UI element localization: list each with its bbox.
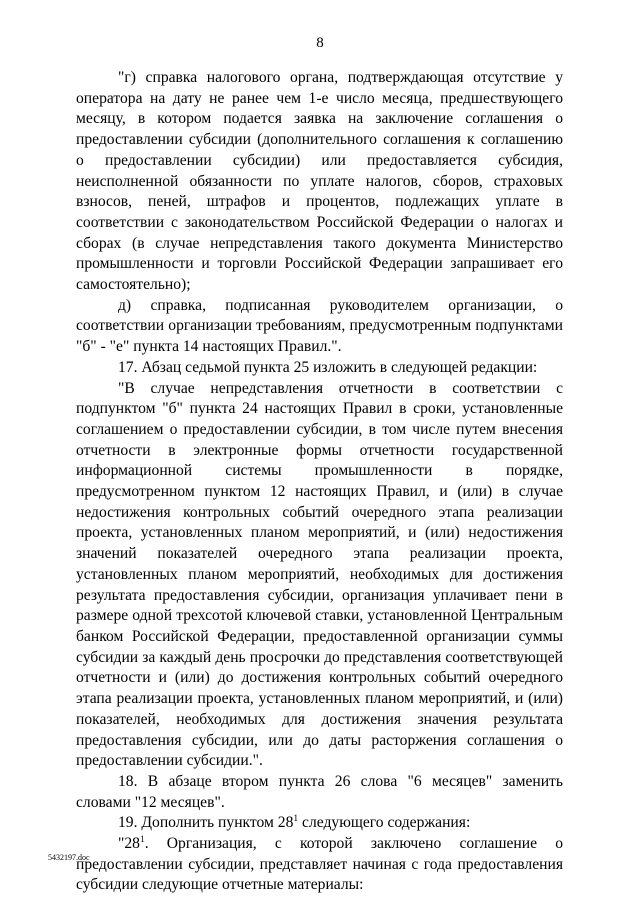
paragraph-certificate-tax-authority: "г) справка налогового органа, подтверждающая отсутствие у оператора на дату не ранее чем 1-е число месяца, предшествующего месяцу, в котором подается заявка на заключение соглашения о предоставлении субсидии (дополнительного соглашения к соглашению о предоставлении субсидии) или предоставляется субсидия, неисполненной обязанности по уплате налогов, сборов, страховых взносов, пеней, штрафов и процентов, подлежащих уплате в соответствии с законодательством Российской Федерации о налогах и сборах (в случае непредставления такого документа Министерство промышленности и торговли Российской Федерации запрашивает его самостоятельно); <box>76 69 563 294</box>
paragraph-certificate-compliance: д) справка, подписанная руководителем организации, о соответствии организации требованиям, предусмотренным подпунктами "б" - "е" пункта 14 настоящих Правил.". <box>76 296 563 356</box>
document-body <box>76 68 563 896</box>
page-number: 8 <box>316 35 324 51</box>
item-19-text-end: следующего содержания: <box>298 814 471 832</box>
item-19-text: 19. Дополнить пунктом 28 <box>118 814 294 832</box>
paragraph-penalty-clause: "В случае непредставления отчетности в соответствии с подпунктом "б" пункта 24 настоящих Правил в сроки, установленные соглашением о предоставлении субсидии, в том числе путем внесения отчетности в электронные формы отчетности государственной информационной системы промышленности в порядке, предусмотренном пунктом 12 настоящих Правил, и (или) в случае недостижения контрольных событий очередного этапа реализации проекта, установленных планом мероприятий, и (или) недостижения значений показателей очередного этапа реализации проекта, установленных планом мероприятий, необходимых для достижения результата предоставления субсидии, организация уплачивает пени в размере одной трехсотой ключевой ставки, установленной Центральным банком Российской Федерации, предоставленной организации суммы субсидии за каждый день просрочки до представления соответствующей отчетности и (или) до достижения контрольных событий очередного этапа реализации проекта, установленных планом мероприятий, и (или) показателей, необходимых для достижения значения результата предоставления субсидии, или до даты расторжения соглашения о предоставлении субсидии.". <box>76 379 563 770</box>
document-file-id: 5432197.doc <box>48 853 90 862</box>
paragraph-item-17: 17. Абзац седьмой пункта 25 изложить в следующей редакции: <box>118 358 538 376</box>
point-28-1-superscript: 1 <box>139 835 145 846</box>
item-19-superscript: 1 <box>293 814 299 825</box>
point-28-1-text: . Организация, с которой заключено соглашение о предоставлении субсидии, представляет начиная с года предоставления субсидии следующие отчетные материалы: <box>76 835 563 894</box>
point-28-1-number: "28 <box>118 835 140 853</box>
paragraph-item-18: 18. В абзаце втором пункта 26 слова "6 месяцев" заменить словами "12 месяцев". <box>76 772 563 811</box>
paragraph-item-19 <box>76 813 563 834</box>
paragraph-point-28-1 <box>76 834 563 896</box>
